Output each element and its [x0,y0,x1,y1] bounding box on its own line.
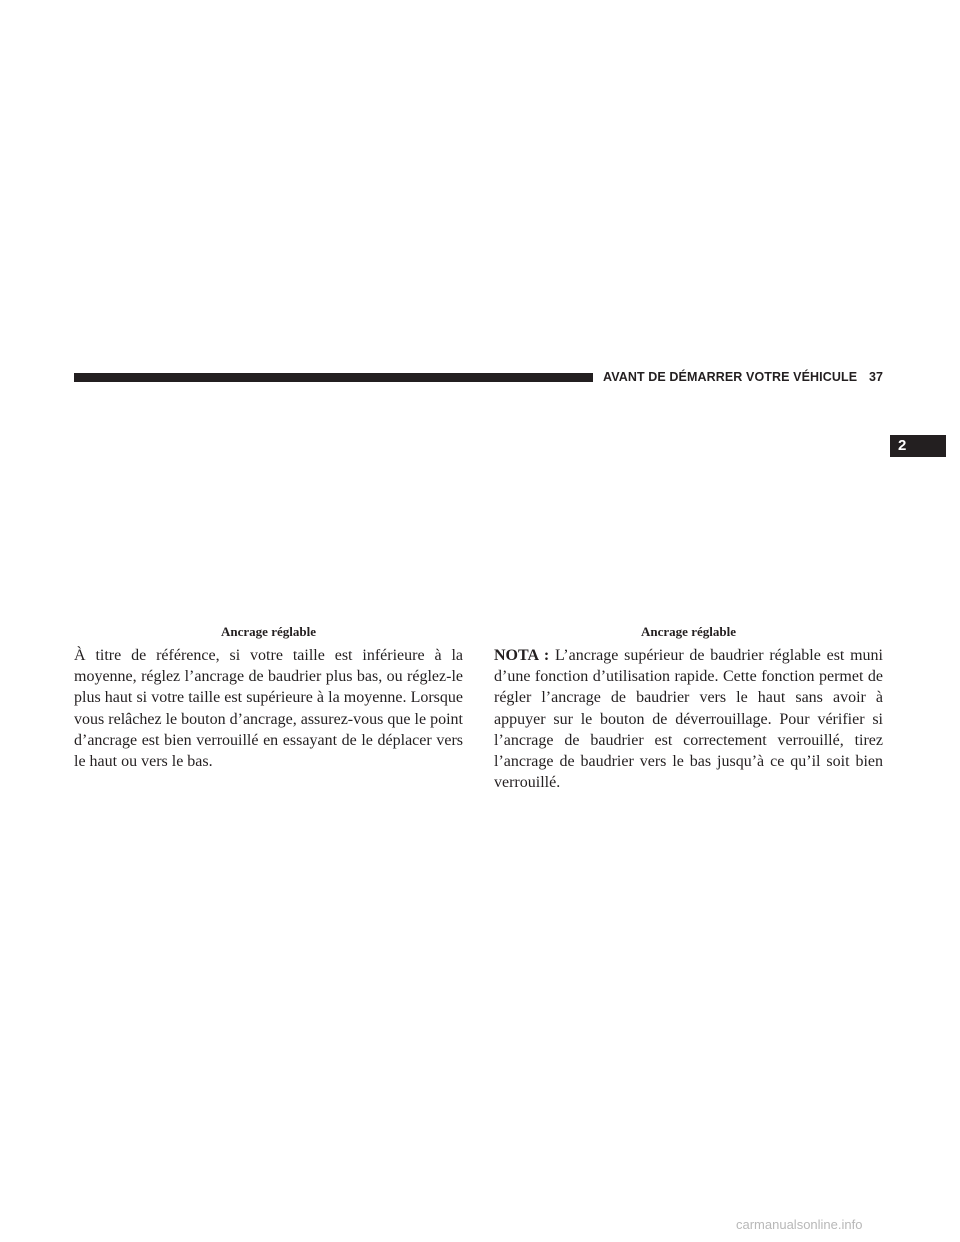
page-number: 37 [869,370,883,384]
figure-caption-right: Ancrage réglable [641,624,736,639]
body-column-left [74,645,463,772]
paragraph-reference-height: À titre de référence, si votre taille est inférieure à la moyenne, réglez l’ancrage de baudrier plus bas, ou réglez-le plus haut si votre taille est supérieure à la moyenne. Lorsque vous relâchez le bouton d’ancrage, assurez-vous que le point d’ancrage est bien verrouillé en essayant de le déplacer vers le haut ou vers le bas. [74,647,463,771]
header-rule [74,373,593,382]
footer-watermark: carmanualsonline.info [736,1217,863,1232]
chapter-tab: 2 [890,435,946,457]
figure-caption-left: Ancrage réglable [221,624,316,639]
nota-label: NOTA : [494,647,555,664]
body-column-right [494,645,883,793]
paragraph-nota: L’ancrage supérieur de baudrier réglable est muni d’une fonction d’utilisation rapide. Cette fonction permet de régler l’ancrage de baudrier vers le haut sans avoir à appuyer sur le bouton de déverrouillage. Pour vérifier si l’ancrage de baudrier est correctement verrouillé, tirez l’ancrage de baudrier vers le bas jusqu’à ce qu’il soit bien verrouillé. [494,647,884,792]
section-title: AVANT DE DÉMARRER VOTRE VÉHICULE [603,370,858,384]
